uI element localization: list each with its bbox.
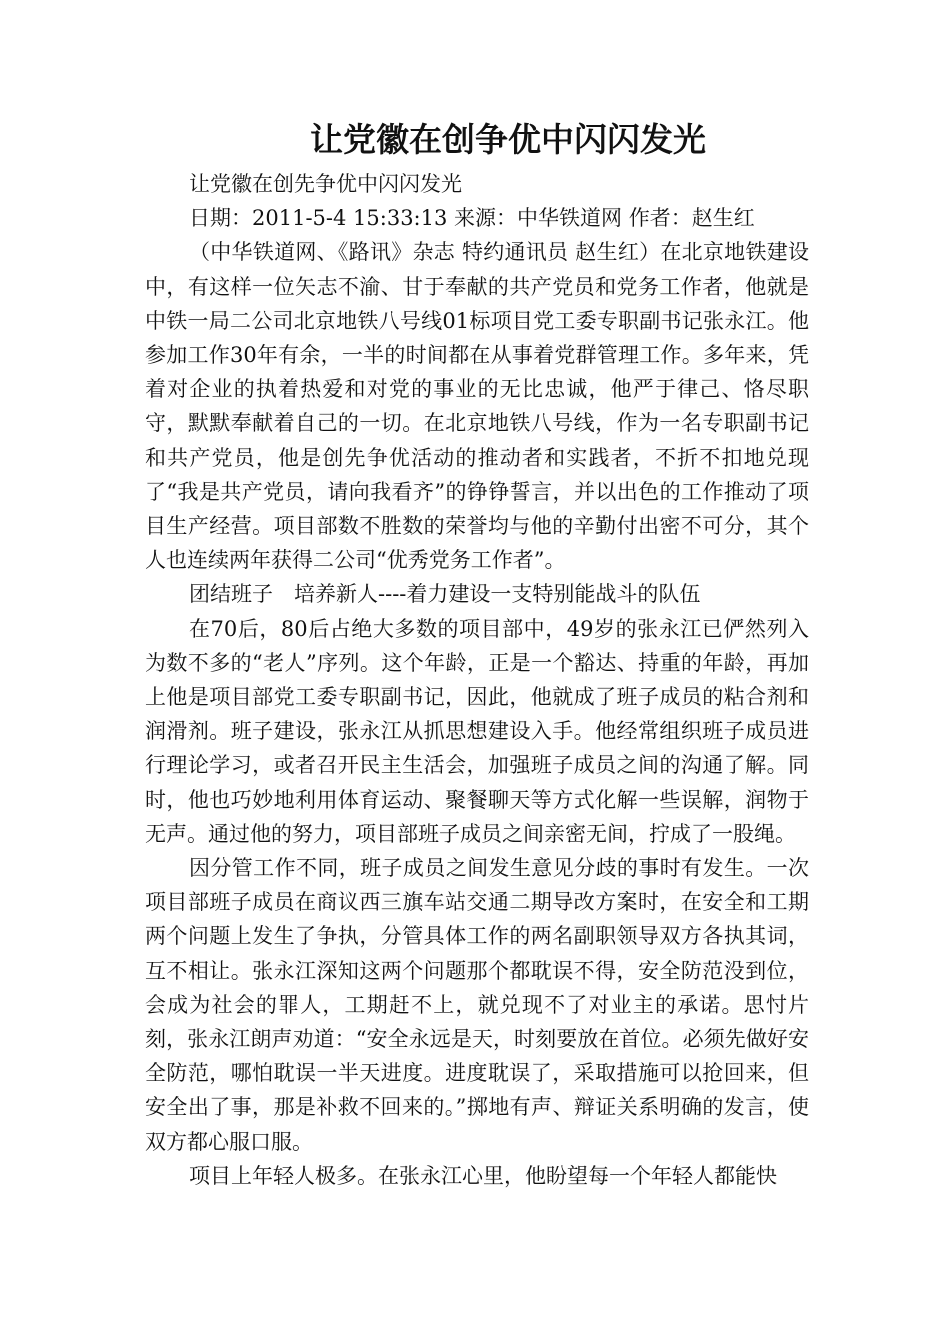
- document-body: [145, 167, 809, 1193]
- paragraph: 在70后，80后占绝大多数的项目部中，49岁的张永江已俨然列入为数不多的“老人”序列。这个年龄，正是一个豁达、持重的年龄，再加上他是项目部党工委专职副书记，因此，他就成了班子成员的粘合剂和润滑剂。班子建设，张永江从抓思想建设入手。他经常组织班子成员进行理论学习，或者召开民主生活会，加强班子成员之间的沟通了解。同时，他也巧妙地利用体育运动、聚餐聊天等方式化解一些误解，润物于无声。通过他的努力，项目部班子成员之间亲密无间，拧成了一股绳。: [145, 616, 809, 846]
- paragraph: 因分管工作不同，班子成员之间发生意见分歧的事时有发生。一次项目部班子成员在商议西三旗车站交通二期导改方案时，在安全和工期两个问题上发生了争执，分管具体工作的两名副职领导双方各执其词，互不相让。张永江深知这两个问题那个都耽误不得，安全防范没到位，会成为社会的罪人，工期赶不上，就兑现不了对业主的承诺。思忖片刻，张永江朗声劝道：“安全永远是天，时刻要放在首位。必须先做好安全防范，哪怕耽误一半天进度。进度耽误了，采取措施可以抢回来，但安全出了事，那是补救不回来的。”掷地有声、辩证关系明确的发言，使双方都心服口服。: [145, 856, 809, 1154]
- section-heading: 团结班子 培养新人----着力建设一支特别能战斗的队伍: [189, 582, 701, 607]
- paragraph: （中华铁道网、《路讯》杂志 特约通讯员 赵生红）在北京地铁建设中，有这样一位矢志不渝、甘于奉献的共产党员和党务工作者，他就是中铁一局二公司北京地铁八号线01标项目党工委专职副书记张永江。他参加工作30年有余，一半的时间都在从事着党群管理工作。多年来，凭着对企业的执着热爱和对党的事业的无比忠诚，他严于律己、恪尽职守，默默奉献着自己的一切。在北京地铁八号线，作为一名专职副书记和共产党员，他是创先争优活动的推动者和实践者，不折不扣地兑现了“我是共产党员，请向我看齐”的铮铮誓言，并以出色的工作推动了项目生产经营。项目部数不胜数的荣誉均与他的辛勤付出密不可分，其个人也连续两年获得二公司“优秀党务工作者”。: [145, 240, 809, 573]
- subtitle-line: 让党徽在创先争优中闪闪发光: [189, 172, 462, 196]
- document-title: 让党徽在创争优中闪闪发光: [310, 120, 706, 159]
- paragraph: 项目上年轻人极多。在张永江心里，他盼望每一个年轻人都能快: [189, 1163, 777, 1188]
- meta-line: 日期：2011-5-4 15:33:13 来源：中华铁道网 作者：赵生红: [189, 206, 755, 231]
